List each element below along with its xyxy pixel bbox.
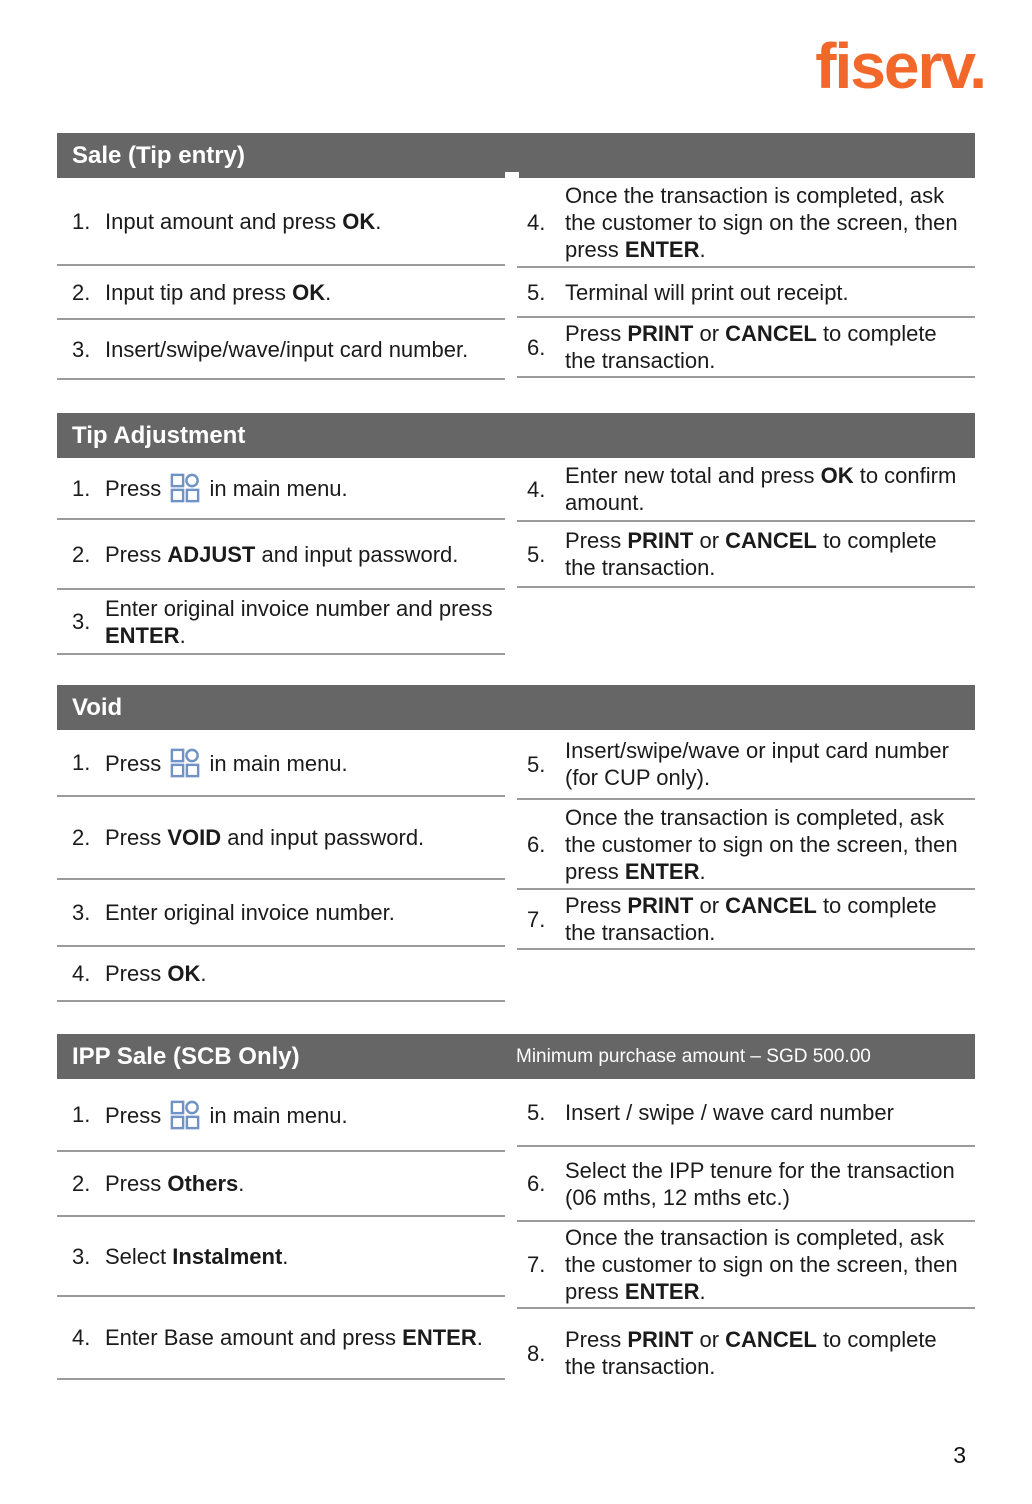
step <box>57 1217 505 1297</box>
step <box>57 1297 505 1380</box>
right-column <box>517 458 975 655</box>
right-column <box>517 730 975 1002</box>
right-column <box>517 178 975 380</box>
step <box>57 797 505 880</box>
step <box>517 730 975 800</box>
header-column-gap <box>505 172 519 178</box>
step <box>57 730 505 797</box>
step-number: 5. <box>527 541 546 567</box>
step-number: 4. <box>527 476 546 502</box>
step-text: Press OK. <box>105 961 207 986</box>
step-text: Press Others. <box>105 1171 245 1196</box>
section-title: Tip Adjustment <box>72 421 246 449</box>
step-text: Once the transaction is completed, ask the customer to sign on the screen, then press ENTER. <box>565 804 958 884</box>
step <box>57 1152 505 1217</box>
step-number: 4. <box>72 961 91 986</box>
step-text: Select Instalment. <box>105 1243 289 1269</box>
step-text: Select the IPP tenure for the transaction (06 mths, 12 mths etc.) <box>565 1157 955 1210</box>
step <box>517 1079 975 1147</box>
step-number: 7. <box>527 906 546 932</box>
step-number: 7. <box>527 1252 546 1277</box>
left-column <box>57 178 505 380</box>
step-number: 2. <box>72 825 91 850</box>
step-number: 6. <box>527 334 546 360</box>
step-number: 8. <box>527 1340 546 1366</box>
left-column <box>57 1079 505 1397</box>
step <box>57 1079 505 1152</box>
step <box>57 880 505 947</box>
step-text: Press in main menu. <box>105 1100 505 1130</box>
step <box>57 947 505 1002</box>
section-ipp-sale <box>57 1034 975 1397</box>
step-text: Press VOID and input password. <box>105 825 425 850</box>
section-void <box>57 685 975 1002</box>
section-title: Void <box>72 693 123 721</box>
fiserv-logo: fiserv. <box>815 30 985 102</box>
step-text: Insert/swipe/wave or input card number (for CUP only). <box>565 738 949 790</box>
main-menu-apps-icon <box>170 473 200 503</box>
step-number: 5. <box>527 279 546 305</box>
step-number: 5. <box>527 751 546 777</box>
section-header <box>57 685 975 730</box>
step <box>57 178 505 266</box>
step-number: 3. <box>72 609 91 634</box>
step <box>517 800 975 890</box>
step-text: Once the transaction is completed, ask the customer to sign on the screen, then press ENTER. <box>565 182 958 262</box>
step <box>517 458 975 522</box>
step-text: Press PRINT or CANCEL to complete the transaction. <box>565 321 937 373</box>
step-text: Once the transaction is completed, ask the customer to sign on the screen, then press ENTER. <box>565 1225 958 1304</box>
step-number: 1. <box>72 475 91 501</box>
step-text: Enter original invoice number. <box>105 900 395 925</box>
step-number: 3. <box>72 336 91 362</box>
section-header <box>57 133 975 178</box>
step-text: Press in main menu. <box>105 748 505 778</box>
step-number: 2. <box>72 279 91 305</box>
section-title: IPP Sale (SCB Only) <box>72 1042 300 1070</box>
step-number: 3. <box>72 1243 91 1269</box>
step-text: Input amount and press OK. <box>105 208 382 234</box>
step <box>517 268 975 318</box>
step-number: 1. <box>72 750 91 775</box>
step <box>517 318 975 378</box>
section-title: Sale (Tip entry) <box>72 141 245 169</box>
section-sale-tip-entry <box>57 133 975 380</box>
step-text: Press ADJUST and input password. <box>105 541 459 567</box>
section-header <box>57 1034 975 1079</box>
section-header <box>57 413 975 458</box>
step <box>517 890 975 950</box>
step-number: 6. <box>527 1171 546 1196</box>
step-number: 1. <box>72 208 91 234</box>
page-number: 3 <box>953 1442 966 1468</box>
step-text: Enter Base amount and press ENTER. <box>105 1325 483 1350</box>
step-number: 2. <box>72 541 91 567</box>
step-text: Enter original invoice number and press ENTER. <box>105 595 493 648</box>
step <box>517 522 975 588</box>
step-text: Press PRINT or CANCEL to complete the transaction. <box>565 528 937 580</box>
step-text: Press in main menu. <box>105 473 505 503</box>
step <box>517 1309 975 1397</box>
right-column <box>517 1079 975 1397</box>
step-number: 2. <box>72 1171 91 1196</box>
main-menu-apps-icon <box>170 748 200 778</box>
left-column <box>57 458 505 655</box>
step <box>517 178 975 268</box>
step-text: Enter new total and press OK to confirm amount. <box>565 463 957 515</box>
step-number: 4. <box>72 1325 91 1350</box>
step-number: 1. <box>72 1102 91 1127</box>
step <box>57 266 505 320</box>
page-content <box>0 133 1032 1397</box>
step-text: Input tip and press OK. <box>105 279 332 305</box>
step <box>57 590 505 655</box>
step <box>57 520 505 590</box>
minimum-purchase-note: Minimum purchase amount – SGD 500.00 <box>516 1046 871 1067</box>
step-number: 6. <box>527 831 546 857</box>
step-text: Insert / swipe / wave card number <box>565 1099 894 1125</box>
step <box>57 320 505 380</box>
step-text: Insert/swipe/wave/input card number. <box>105 336 469 362</box>
step-text: Terminal will print out receipt. <box>565 279 849 305</box>
main-menu-apps-icon <box>170 1100 200 1130</box>
step <box>517 1222 975 1309</box>
step-text: Press PRINT or CANCEL to complete the transaction. <box>565 893 937 945</box>
step-number: 5. <box>527 1099 546 1125</box>
section-tip-adjustment <box>57 413 975 655</box>
left-column <box>57 730 505 1002</box>
step <box>57 458 505 520</box>
step-text: Press PRINT or CANCEL to complete the transaction. <box>565 1327 937 1379</box>
step <box>517 1147 975 1222</box>
step-number: 3. <box>72 900 91 925</box>
step-number: 4. <box>527 209 546 235</box>
